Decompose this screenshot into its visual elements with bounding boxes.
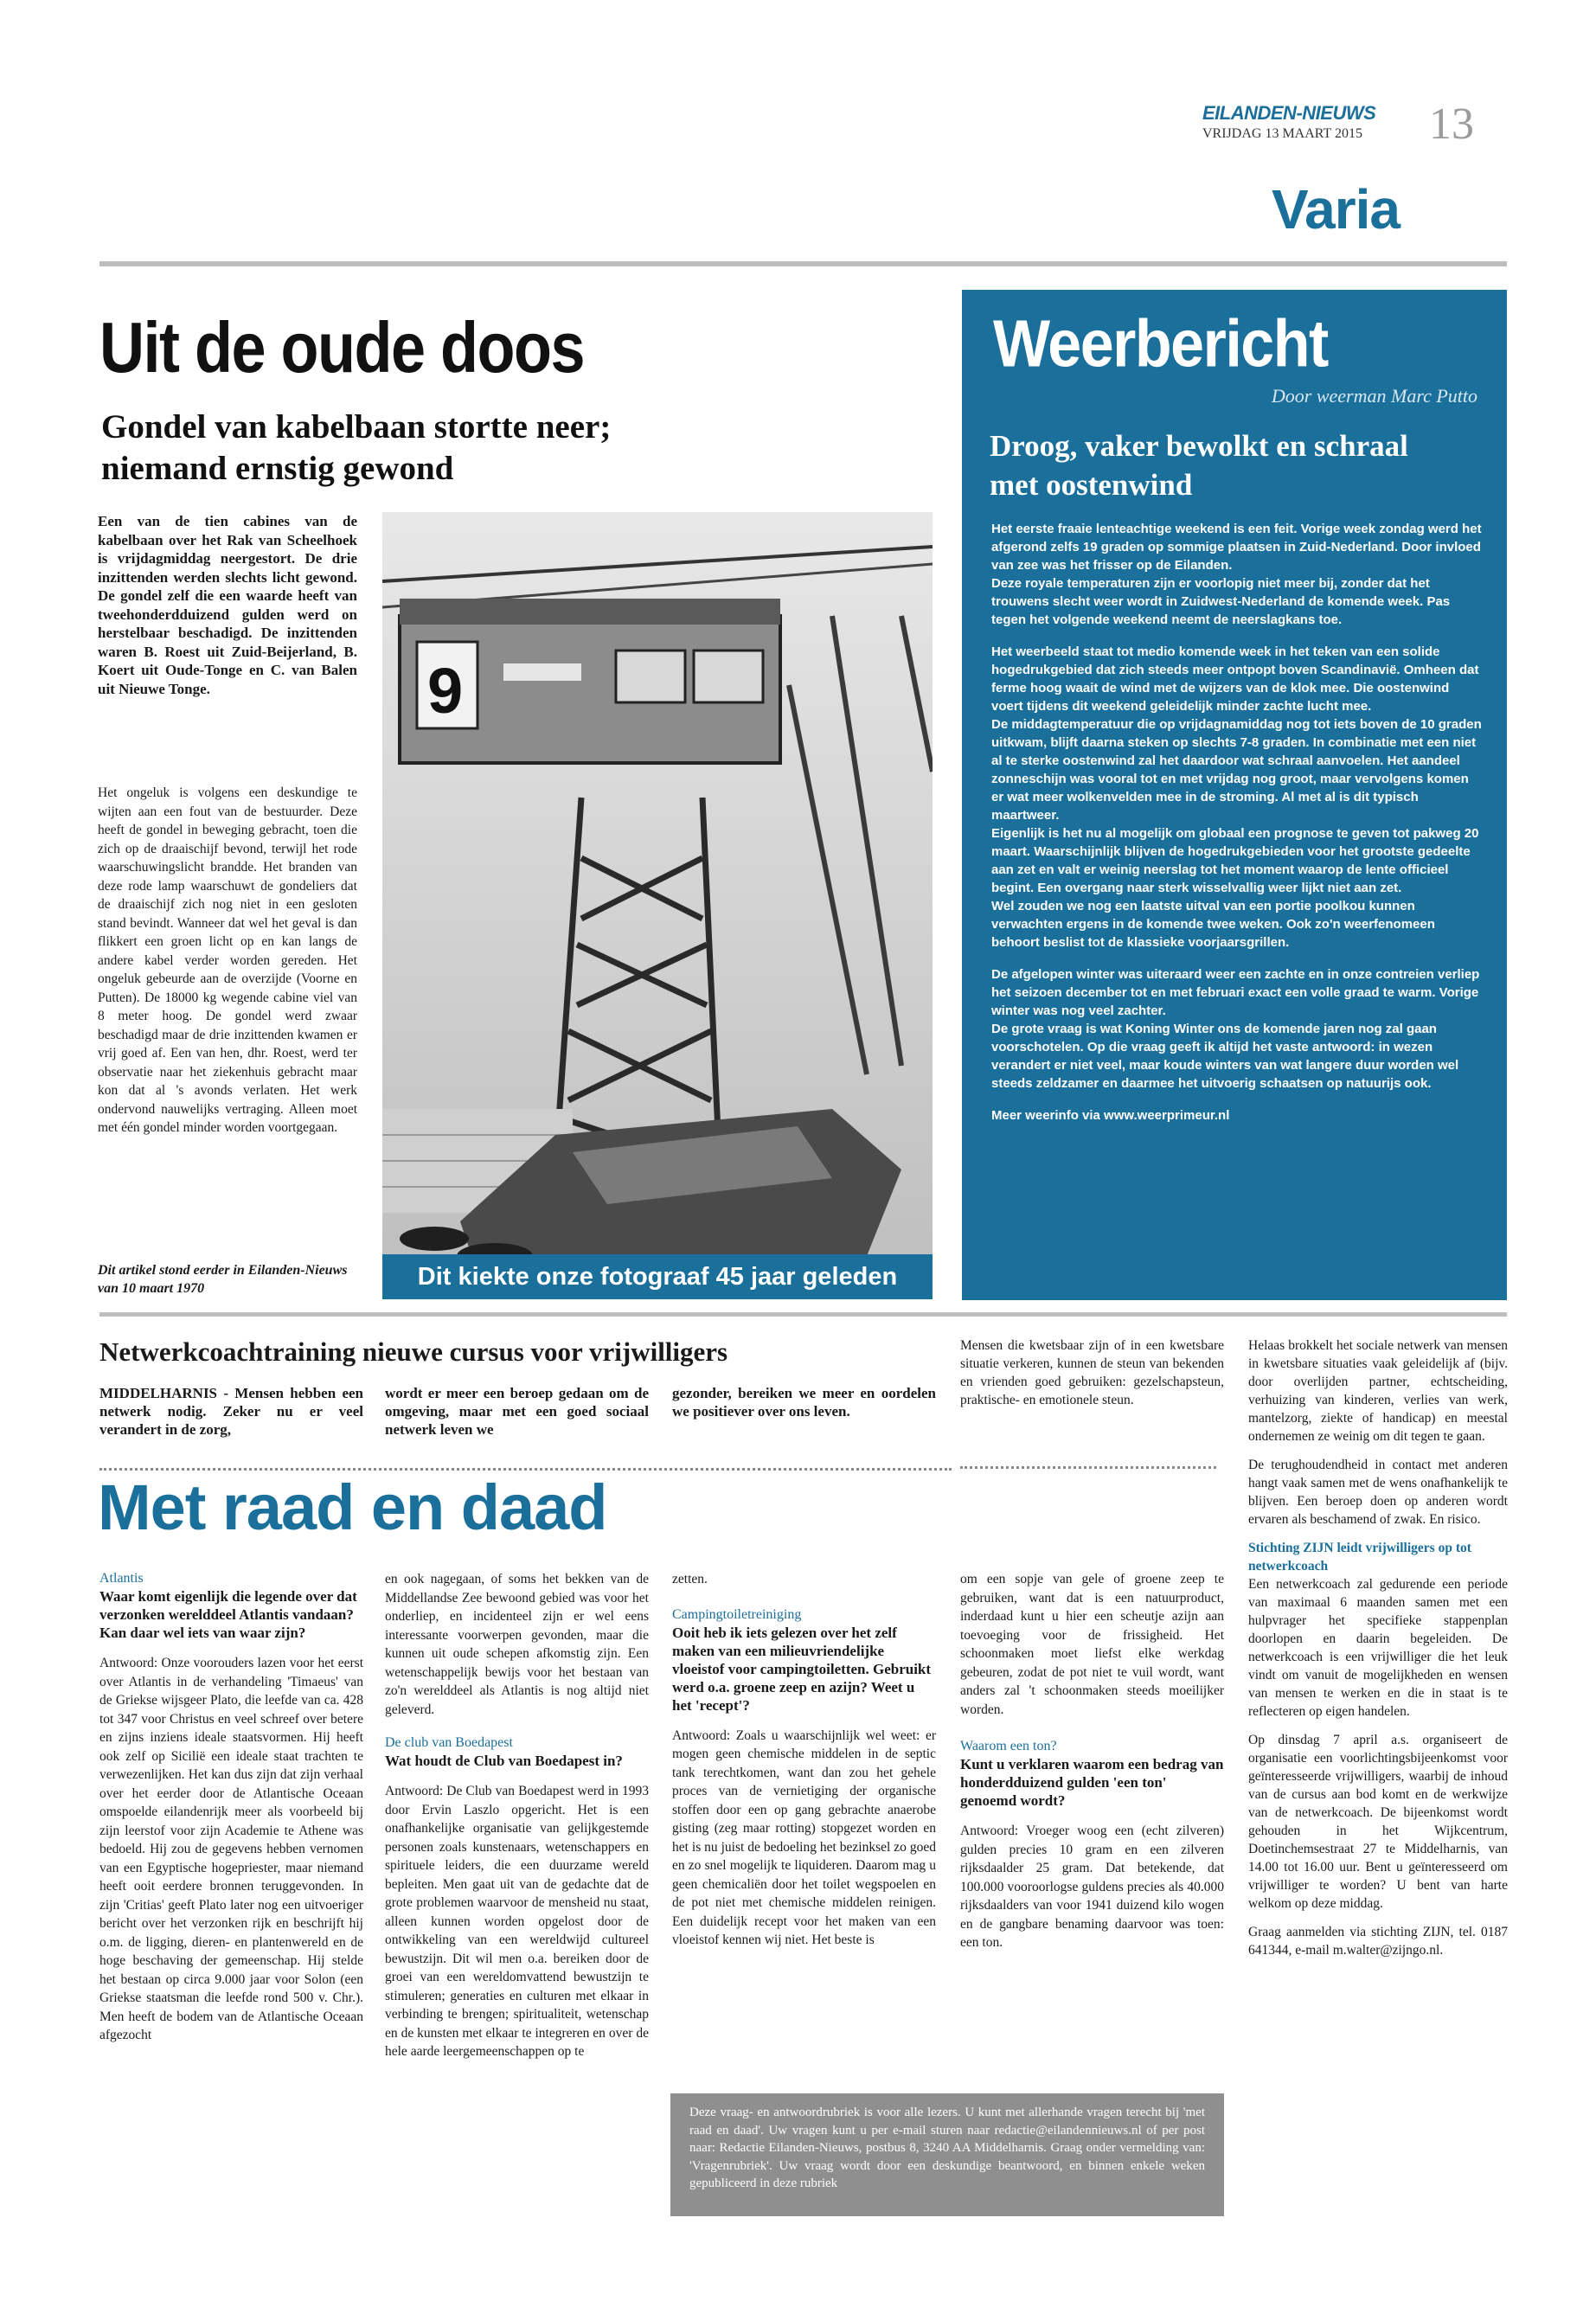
oude-doos-kicker: Uit de oude doos <box>99 308 584 388</box>
cabin-number: 9 <box>427 655 464 727</box>
netwerk-lead-col3: gezonder, bereiken we meer en oordelen we positiever over ons leven. <box>672 1385 936 1420</box>
atlantis-label: Atlantis <box>99 1571 144 1586</box>
netwerk-col5-p4: Op dinsdag 7 april a.s. organiseert de organisatie een voorlichtingsbijeenkomst voor geïnteresseerde vrijwilligers, waarbij de inhoud van de cursus aan bod komt en de werkwijze van de netwerkcoach. De bijeenkomst wordt gehouden in het Wijkcentrum, Doetinchemsestraat 27 te Middelharnis, van 14.00 tot 16.00 uur. Bent u geïnteresseerd om vrijwilliger te worden? U bent van harte welkom op deze middag. <box>1248 1733 1508 1911</box>
netwerk-col5-subhead: Stichting ZIJN leidt vrijwilligers op tot netwerkcoach <box>1248 1541 1471 1574</box>
paper-name: EILANDEN-NIEUWS <box>1202 102 1376 124</box>
boedapest-question: Wat houdt de Club van Boedapest in? <box>385 1753 623 1769</box>
raad-col4 <box>960 1570 1224 1952</box>
weather-body <box>991 520 1484 1125</box>
netwerk-headline: Netwerkcoachtraining nieuwe cursus voor vrijwilligers <box>99 1336 728 1367</box>
weather-p2: Deze royale temperaturen zijn er voorlopig niet meer bij, zonder dat het trouwens slecht weer wordt in Zuidwest-Nederland de komende week. Pas tegen het volgende weekend neemt de neerslagkans toe. <box>991 576 1451 627</box>
weather-p5: Eigenlijk is het nu al mogelijk om globaal een prognose te geven tot pakweg 20 maart. Waarschijnlijk blijven de hogedrukgebieden voor het grootste gedeelte aan zet en valt er weinig neerslag tot het moment waarop de lente officieel begint. Een overgang naar sterk wisselvallig weer lijkt niet aan zet. <box>991 826 1479 895</box>
weather-p4: De middagtemperatuur die op vrijdagnamiddag nog tot iets boven de 10 graden uitkwam, blijft daarna steken op slechts 7-8 graden. In combinatie met een niet al te sterke oostenwind zal het daardoor wat schraal aanvoelen. Het aandeel zonneschijn was vooral tot en met vrijdag nog groot, maar vervolgens komen er wat meer wolkenvelden mee in de stroming. Al met al is dit typisch maartweer. <box>991 717 1482 823</box>
weather-p7: De afgelopen winter was uiteraard weer een zachte en in onze contreien verliep het seizoen december tot en met februari exact een volle graad te warm. Vorige winter was nog veel zachter. <box>991 967 1480 1018</box>
oude-doos-footnote: Dit artikel stond eerder in Eilanden-Nieuws van 10 maart 1970 <box>98 1263 348 1296</box>
weather-p1: Het eerste fraaie lenteachtige weekend is een feit. Vorige week zondag werd het afgerond zelfs 19 graden op sommige plaatsen in Zuid-Nederland. Door invloed van zee was het frisser op de Eilanden. <box>991 522 1482 573</box>
oude-doos-lead: Een van de tien cabines van de kabelbaan over het Rak van Scheelhoek is vrijdagmiddag neergestort. De drie inzittenden werden slechts licht gewond. De gondel zelf die een waarde heeft van tweehonderdduizend gulden werd on herstelbaar beschadigd. De inzittenden waren B. Roest uit Zuid-Beijerland, B. Koert uit Oude-Tonge en C. van Balen uit Nieuwe Tonge. <box>98 513 357 697</box>
camping-label: Campingtoiletreiniging <box>672 1606 802 1622</box>
boedapest-answer-cont: zetten. <box>672 1572 708 1586</box>
oude-doos-body: Het ongeluk is volgens een deskundige te wijten aan een fout van de bestuurder. Deze heeft de gondel in beweging gebracht, toen die zich op de draaischijf bevond, terwijl het rode waarschuwingslicht brandde. Het branden van deze rode lamp waarschuwt de gondeliers dat de draaischijf zich nog niet in een gesloten stand bevindt. Wanneer dat wel het geval is dan flikkert een groen licht op en kan langs de andere kabel verder worden gereden. Het ongeluk gebeurde aan de overzijde (Voorne en Putten). De 18000 kg wegende cabine viel van 8 meter hoog. De gondel werd zwaar beschadigd maar de drie inzittenden kwamen er vrij goed af. Een van hen, dhr. Roest, werd ter observatie naar het ziekenhuis gebracht maar kon dat al 's avonds verlaten. Het werk ondervond nauwelijks vertraging. Alleen moet met één gondel minder worden voortgegaan. <box>98 785 357 1135</box>
section-title: Varia <box>1271 178 1400 240</box>
mid-rule <box>99 1312 1507 1317</box>
weather-title: Weerbericht <box>993 306 1328 381</box>
page-number: 13 <box>1429 99 1474 149</box>
weather-headline: Droog, vaker bewolkt en schraal met oostenwind <box>990 429 1408 502</box>
camping-question: Ooit heb ik iets gelezen over het zelf maken van een milieuvriendelijke vloeistof voor campingtoiletten. Gebruikt werd o.a. groene zeep en azijn? Weet u het 'recept'? <box>672 1624 932 1714</box>
gondola-photo-illustration <box>382 512 933 1299</box>
raad-col2 <box>385 1570 649 2061</box>
netwerk-col5-p3: Een netwerkcoach zal gedurende een periode van maximaal 6 maanden samen met een hulpvrager het specifieke stappenplan doorlopen en daarin begeleiden. De netwerkcoach is een vrijwilliger die het leuk vindt om vanuit de mogelijkheden en wensen van mensen te werken en die in staat is te reflecteren op eigen handelen. <box>1248 1577 1508 1719</box>
netwerk-col4-rule <box>960 1466 1216 1469</box>
camping-answer: Antwoord: Zoals u waarschijnlijk wel weet: er mogen geen chemische middelen in de septic tank terechtkomen, want dan zou het gehele proces van de vernietiging der organische stoffen door een op gang gebrachte anaerobe gisting (zeg maar rotting) stopgezet worden en het is nu juist de bedoeling het bezinksel zo goed en zo snel mogelijk te liquideren. Daarom mag u geen chemicaliën door het toilet wegspoelen en de pot niet met chemische middelen reinigen. Een duidelijk recept voor het maken van een vloeistof kennen wij niet. Het beste is <box>672 1727 936 1947</box>
raad-col1 <box>99 1570 363 2045</box>
netwerk-col5-p1: Helaas brokkelt het sociale netwerk van mensen in kwetsbare situaties vaak geleidelijk af (bijv. door overlijden partner, echtscheiding, verhuizing van kinderen, verlies van werk, mantelzorg, ziekte of handicap) en meestal ondernemen ze weinig om dit tegen te gaan. <box>1248 1338 1508 1444</box>
ton-answer: Antwoord: Vroeger woog een (echt zilveren) gulden precies 10 gram en een zilveren rijksdaalder 25 gram. Dat betekende, dat 100.000 vooroorlogse guldens precies als 40.000 rijksdaalders van voor 1941 duizend kilo wogen en de gangbare benaming daarvoor was toen: een ton. <box>960 1823 1224 1950</box>
raad-col3 <box>672 1570 936 1950</box>
netwerk-col5-p5: Graag aanmelden via stichting ZIJN, tel. 0187 641344, e-mail m.walter@zijngo.nl. <box>1248 1925 1508 1958</box>
netwerk-col4: Mensen die kwetsbaar zijn of in een kwetsbare situatie verkeren, kunnen de steun van bekenden en vrienden goed gebruiken: gezelschapsteun, praktische- en emotionele steun. <box>960 1338 1224 1407</box>
raad-info-text: Deze vraag- en antwoordrubriek is voor alle lezers. U kunt met allerhande vragen terecht bij 'met raad en daad'. Uw vragen kunt u per e-mail sturen naar redactie@eilandennieuws.nl of per post naar: Redactie Eilanden-Nieuws, postbus 8, 3240 AA Middelharnis. Graag onder vermelding van: 'Vragenrubriek'. Uw vraag wordt door een deskundige beantwoord, en binnen enkele weken gepubliceerd in deze rubriek <box>689 2106 1205 2190</box>
oude-doos-headline: Gondel van kabelbaan stortte neer; niemand ernstig gewond <box>101 408 612 487</box>
atlantis-question: Waar komt eigenlijk die legende over dat verzonken werelddeel Atlantis vandaan? Kan daar wel iets van waar zijn? <box>99 1588 357 1641</box>
weather-p3: Het weerbeeld staat tot medio komende week in het teken van een solide hogedrukgebied dat zich steeds meer ontpopt boven Scandinavië. Omheen dat ferme hoog waait de wind met de wijzers van de klok mee. Die oostenwind voert tijdens dit weekend geleidelijk minder zachte lucht mee. <box>991 644 1479 714</box>
raad-info-box <box>670 2093 1224 2216</box>
netwerk-col5-p2: De terughoudendheid in contact met anderen hangt vaak samen met de wens onafhankelijk te blijven. Een beroep doen op anderen wordt ervaren als beschamend of zwak. En risico. <box>1248 1458 1508 1527</box>
masthead <box>1202 99 1497 154</box>
atlantis-answer-cont: en ook nagegaan, of soms het bekken van de Middellandse Zee bewoond gebied was voor het onderliep, en incidenteel zijn er wel eens interessante voorwerpen gevonden, maar die kunnen uit oude schepen afkomstig zijn. Een wetenschappelijk bewijs voor het bestaan van zo'n werelddeel als Atlantis is nog altijd niet geleverd. <box>385 1572 649 1717</box>
weather-p8: De grote vraag is wat Koning Winter ons de komende jaren nog zal gaan voorschotelen. Op die vraag geeft ik altijd het vaste antwoord: in wezen verandert er niet veel, maar koude winters van wat langere duur worden wel steeds zeldzamer en daarmee het uitvoerig schaatsen op natuurijs ook. <box>991 1022 1459 1091</box>
weather-p6: Wel zouden we nog een laatste uitval van een portie poolkou kunnen verwachten ergens in de komende twee weken. Ook zo'n weerfenomeen behoort beslist tot de klassieke voorjaarsgrillen. <box>991 899 1435 950</box>
issue-date: VRIJDAG 13 MAART 2015 <box>1202 126 1362 141</box>
netwerk-col5 <box>1248 1336 1508 1959</box>
boedapest-answer: Antwoord: De Club van Boedapest werd in 1993 door Ervin Laszlo opgericht. Het is een onafhankelijke organisatie van gelijkgestemde personen zoals kunstenaars, wetenschappers en spirituele leiders, die een duurzame wereld bepleiten. Men gaat uit van de gedachte dat de grote problemen waarvoor de mensheid nu staat, alleen kunnen worden opgelost door de ontwikkeling van een wereldwijd cultureel bewustzijn. Dit wil men o.a. bereiken door de groei van een wereldomvattend bewustzijn te stimuleren; generaties en culturen met elkaar in verbinding te brengen; spiritualiteit, wetenschap en de kunsten met elkaar te integreren en over de hele aarde leergemeenschappen op te <box>385 1784 649 2059</box>
photo-caption: Dit kiekte onze fotograaf 45 jaar geleden <box>382 1254 933 1299</box>
netwerk-lead-col2: wordt er meer een beroep gedaan om de omgeving, maar met een goed sociaal netwerk leven we <box>385 1385 649 1438</box>
camping-answer-cont: om een sopje van gele of groene zeep te gebruiken, want dat is een natuurproduct, inderdaad kunt u hier een scheutje azijn aan toevoeging voor de frissigheid. Het schoonmaken moet liefst elke werkdag gebeuren, zodat de pot niet te vuil wordt, want anders zal 't schoonmaken steeds moeilijker worden. <box>960 1572 1224 1717</box>
weather-byline: Door weerman Marc Putto <box>1271 385 1477 407</box>
ton-label: Waarom een ton? <box>960 1739 1057 1753</box>
ton-question: Kunt u verklaren waarom een bedrag van honderdduizend gulden 'een ton' genoemd wordt? <box>960 1756 1224 1809</box>
gondola-photo <box>382 512 933 1299</box>
boedapest-label: De club van Boedapest <box>385 1735 513 1750</box>
weather-link[interactable]: Meer weerinfo via www.weerprimeur.nl <box>991 1108 1230 1123</box>
raad-title: Met raad en daad <box>98 1471 607 1543</box>
weather-box <box>962 290 1507 1300</box>
header-rule <box>99 261 1507 266</box>
netwerk-lead-col1: MIDDELHARNIS - Mensen hebben een netwerk nodig. Zeker nu er veel verandert in de zorg, <box>99 1385 363 1438</box>
atlantis-answer: Antwoord: Onze voorouders lazen voor het eerst over Atlantis in de verhandeling 'Timaeus' van de Griekse wijsgeer Plato, die leefde van ca. 428 tot 347 voor Christus en veel schreef over betere en zijns inziens ideale staatsvormen. Hij heeft ook zelf op Sicilië een ideale staat trachten te verwezenlijken. Het kan dus zijn dat zijn verhaal over het eerder door de Atlantische Oceaan omspoelde eilandenrijk meer als voorbeeld bij zijn leerstof voor zijn Academie te Athene was bedoeld. Hij zou de gegevens hebben vernomen van een Egyptische hogepriester, maar niemand heeft ooit eerdere bronnen teruggevonden. In zijn 'Critias' geeft Plato later nog een uitvoeriger bericht over het verzonken rijk en beschrijft hij o.m. de ligging, dieren- en plantenwereld en de hoge beschaving der gemeenschap. Hij stelde het bestaan op circa 9.000 jaar voor Solon (een Griekse staatsman die leefde rond 500 v. Chr.). Men heeft de bodem van de Atlantische Oceaan afgezocht <box>99 1656 363 2042</box>
